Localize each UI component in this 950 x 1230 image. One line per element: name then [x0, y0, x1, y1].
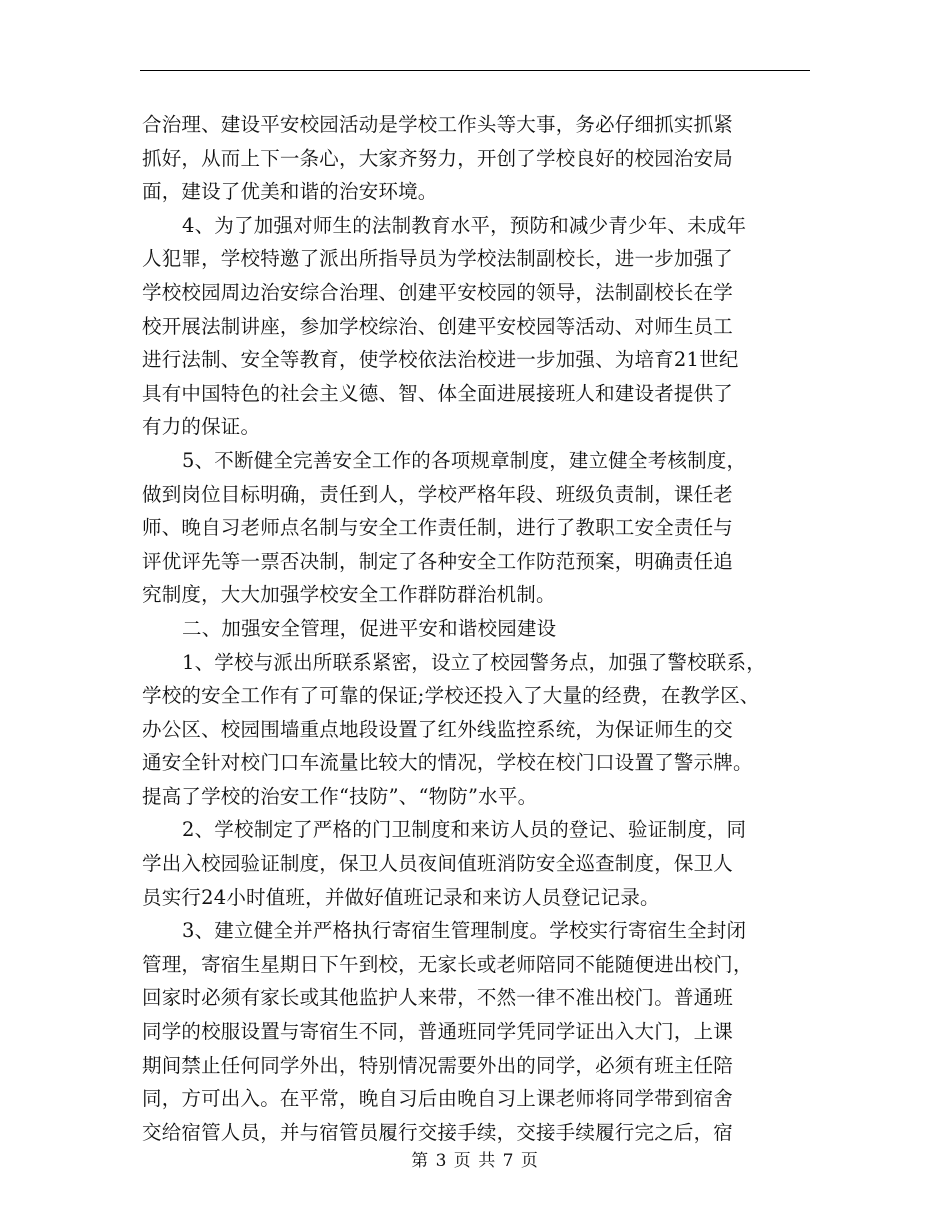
- paragraph-first-line: 5、不断健全完善安全工作的各项规章制度，建立健全考核制度，: [182, 448, 747, 472]
- paragraph-first-line: 1、学校与派出所联系紧密，设立了校园警务点，加强了警校联系，: [182, 650, 766, 674]
- paragraph-line: 学校校园周边治安综合治理、创建平安校园的领导，法制副校长在学: [142, 280, 734, 304]
- paragraph-first-line: 4、为了加强对师生的法制教育水平，预防和减少青少年、未成年: [182, 213, 747, 237]
- paragraph-line: 回家时必须有家长或其他监护人来带，不然一律不准出校门。普通班: [142, 986, 734, 1010]
- paragraph-line: 抓好，从而上下一条心，大家齐努力，开创了学校良好的校园治安局: [142, 146, 734, 170]
- paragraph-line: 校开展法制讲座，参加学校综治、创建平安校园等活动、对师生员工: [142, 314, 734, 338]
- paragraph-line: 评优评先等一票否决制，制定了各种安全工作防范预案，明确责任追: [142, 549, 734, 573]
- document-body: [142, 108, 814, 1149]
- paragraph-line: 究制度，大大加强学校安全工作群防群治机制。: [142, 583, 556, 607]
- paragraph-line: 提高了学校的治安工作“技防”、“物防”水平。: [142, 784, 538, 808]
- paragraph-line: 有力的保证。: [142, 415, 261, 439]
- paragraph-line: 人犯罪，学校特邀了派出所指导员为学校法制副校长，进一步加强了: [142, 247, 734, 271]
- paragraph-line: 员实行24小时值班，并做好值班记录和来访人员登记记录。: [142, 885, 660, 909]
- header-rule: [140, 70, 810, 71]
- paragraph-first-line: 二、加强安全管理，促进平安和谐校园建设: [182, 616, 557, 640]
- paragraph-line: 面，建设了优美和谐的治安环境。: [142, 180, 438, 204]
- paragraph-line: 学出入校园验证制度，保卫人员夜间值班消防安全巡查制度，保卫人: [142, 852, 734, 876]
- paragraph-line: 师、晚自习老师点名制与安全工作责任制，进行了教职工安全责任与: [142, 516, 734, 540]
- paragraph-line: 交给宿管人员，并与宿管员履行交接手续，交接手续履行完之后，宿: [142, 1120, 734, 1144]
- paragraph-line: 具有中国特色的社会主义德、智、体全面进展接班人和建设者提供了: [142, 381, 734, 405]
- paragraph-line: 通安全针对校门口车流量比较大的情况，学校在校门口设置了警示牌。: [142, 751, 753, 775]
- paragraph-line: 学校的安全工作有了可靠的保证;学校还投入了大量的经费，在教学区、: [142, 684, 760, 708]
- paragraph-line: 管理，寄宿生星期日下午到校，无家长或老师陪同不能随便进出校门，: [142, 952, 753, 976]
- paragraph-line: 合治理、建设平安校园活动是学校工作头等大事，务必仔细抓实抓紧: [142, 113, 734, 136]
- paragraph-line: 同，方可出入。在平常，晚自习后由晚自习上课老师将同学带到宿舍: [142, 1087, 734, 1111]
- paragraph-line: 进行法制、安全等教育，使学校依法治校进一步加强、为培育21世纪: [142, 348, 739, 372]
- paragraph-first-line: 2、学校制定了严格的门卫制度和来访人员的登记、验证制度，同: [182, 818, 747, 842]
- paragraph-line: 期间禁止任何同学外出，特别情况需要外出的同学，必须有班主任陪: [142, 1053, 734, 1077]
- page-footer: 第 3 页 共 7 页: [411, 1151, 539, 1171]
- paragraph-first-line: 3、建立健全并严格执行寄宿生管理制度。学校实行寄宿生全封闭: [182, 919, 747, 943]
- paragraph-line: 做到岗位目标明确，责任到人，学校严格年段、班级负责制，课任老: [142, 482, 734, 506]
- paragraph-line: 办公区、校园围墙重点地段设置了红外线监控系统，为保证师生的交: [142, 717, 734, 741]
- paragraph-line: 同学的校服设置与寄宿生不同，普通班同学凭同学证出入大门，上课: [142, 1020, 734, 1044]
